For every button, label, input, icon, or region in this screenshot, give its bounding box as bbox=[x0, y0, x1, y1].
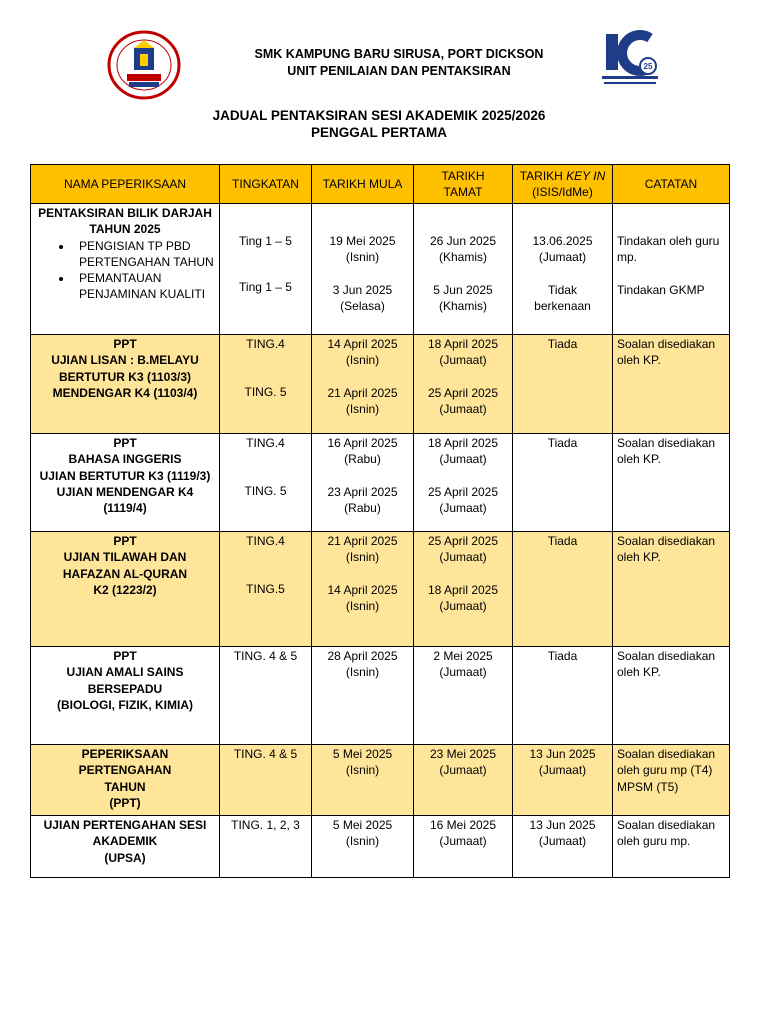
tingkatan-cell: TING.4 TING. 5 bbox=[220, 434, 312, 532]
exam-name: PENTAKSIRAN BILIK DARJAH TAHUN 2025 • PENGISIAN TP PBD PERTENGAHAN TAHUN • PEMANTAUAN PENJAMINAN KUALITI bbox=[31, 204, 220, 335]
exam-name: UJIAN PERTENGAHAN SESI AKADEMIK (UPSA) bbox=[31, 816, 220, 878]
exam-name: PPT BAHASA INGGERIS UJIAN BERTUTUR K3 (1119/3) UJIAN MENDENGAR K4 (1119/4) bbox=[31, 434, 220, 532]
end-date-cell: 23 Mei 2025 (Jumaat) bbox=[414, 745, 513, 816]
unit-name: UNIT PENILAIAN DAN PENTAKSIRAN bbox=[287, 64, 511, 78]
table-header-row bbox=[31, 165, 730, 204]
key-in-cell: Tiada bbox=[513, 532, 613, 647]
key-in-cell: 13.06.2025 (Jumaat) Tidak berkenaan bbox=[513, 204, 613, 335]
tingkatan-cell: TING. 1, 2, 3 bbox=[220, 816, 312, 878]
notes-cell: Soalan disediakan oleh KP. bbox=[613, 434, 730, 532]
title-line-1: JADUAL PENTAKSIRAN SESI AKADEMIK 2025/2026 bbox=[212, 108, 546, 123]
table-row bbox=[31, 647, 730, 745]
tingkatan-cell: TING.4 TING.5 bbox=[220, 532, 312, 647]
end-date-cell: 25 April 2025 (Jumaat) 18 April 2025 (Jumaat) bbox=[414, 532, 513, 647]
start-date-cell: 16 April 2025 (Rabu) 23 April 2025 (Rabu) bbox=[312, 434, 414, 532]
table-row bbox=[31, 434, 730, 532]
notes-cell: Tindakan oleh guru mp. Tindakan GKMP bbox=[613, 204, 730, 335]
header-nama: NAMA PEPERIKSAAN bbox=[31, 165, 220, 204]
end-date-cell: 26 Jun 2025 (Khamis) 5 Jun 2025 (Khamis) bbox=[414, 204, 513, 335]
table-row bbox=[31, 816, 730, 878]
start-date-cell: 5 Mei 2025 (Isnin) bbox=[312, 816, 414, 878]
title-line-2: PENGGAL PERTAMA bbox=[310, 125, 447, 140]
tingkatan-cell: TING. 4 & 5 bbox=[220, 745, 312, 816]
key-in-cell: Tiada bbox=[513, 647, 613, 745]
key-in-cell: Tiada bbox=[513, 434, 613, 532]
svg-text:25: 25 bbox=[643, 62, 653, 71]
notes-cell: Soalan disediakan oleh KP. bbox=[613, 532, 730, 647]
exam-name: PPT UJIAN TILAWAH DAN HAFAZAN AL-QURAN K2 (1223/2) bbox=[31, 532, 220, 647]
key-in-cell: 13 Jun 2025 (Jumaat) bbox=[513, 816, 613, 878]
end-date-cell: 2 Mei 2025 (Jumaat) bbox=[414, 647, 513, 745]
table-row bbox=[31, 745, 730, 816]
end-date-cell: 16 Mei 2025 (Jumaat) bbox=[414, 816, 513, 878]
table-row bbox=[31, 204, 730, 335]
end-date-cell: 18 April 2025 (Jumaat) 25 April 2025 (Jumaat) bbox=[414, 335, 513, 434]
ministry-25-logo bbox=[600, 30, 660, 90]
notes-cell: Soalan disediakan oleh KP. bbox=[613, 335, 730, 434]
table-row bbox=[31, 532, 730, 647]
end-date-cell: 18 April 2025 (Jumaat) 25 April 2025 (Jumaat) bbox=[414, 434, 513, 532]
exam-subitems bbox=[35, 238, 215, 303]
exam-name: PPT UJIAN LISAN : B.MELAYU BERTUTUR K3 (1103/3) MENDENGAR K4 (1103/4) bbox=[31, 335, 220, 434]
notes-cell: Soalan disediakan oleh KP. bbox=[613, 647, 730, 745]
header-tarikh-mula: TARIKH MULA bbox=[312, 165, 414, 204]
start-date-cell: 21 April 2025 (Isnin) 14 April 2025 (Isnin) bbox=[312, 532, 414, 647]
key-in-cell: 13 Jun 2025 (Jumaat) bbox=[513, 745, 613, 816]
list-item: • PEMANTAUAN PENJAMINAN KUALITI bbox=[73, 270, 215, 303]
notes-cell: Soalan disediakan oleh guru mp (T4) MPSM (T5) bbox=[613, 745, 730, 816]
start-date-cell: 5 Mei 2025 (Isnin) bbox=[312, 745, 414, 816]
header-catatan: CATATAN bbox=[613, 165, 730, 204]
header-tarikh-key-in: TARIKH KEY IN (ISIS/IdMe) bbox=[513, 165, 613, 204]
school-header bbox=[200, 46, 598, 80]
table-row bbox=[31, 335, 730, 434]
notes-cell: Soalan disediakan oleh guru mp. bbox=[613, 816, 730, 878]
header-tingkatan: TINGKATAN bbox=[220, 165, 312, 204]
header-tarikh-tamat: TARIKH TAMAT bbox=[414, 165, 513, 204]
tingkatan-cell: TING.4 TING. 5 bbox=[220, 335, 312, 434]
document-title bbox=[160, 107, 598, 141]
start-date-cell: 19 Mei 2025 (Isnin) 3 Jun 2025 (Selasa) bbox=[312, 204, 414, 335]
start-date-cell: 28 April 2025 (Isnin) bbox=[312, 647, 414, 745]
tingkatan-cell: Ting 1 – 5 Ting 1 – 5 bbox=[220, 204, 312, 335]
list-item: • PENGISIAN TP PBD PERTENGAHAN TAHUN bbox=[73, 238, 215, 271]
key-in-cell: Tiada bbox=[513, 335, 613, 434]
assessment-schedule-table bbox=[30, 164, 730, 878]
tingkatan-cell: TING. 4 & 5 bbox=[220, 647, 312, 745]
school-crest-logo bbox=[107, 30, 181, 100]
school-name: SMK KAMPUNG BARU SIRUSA, PORT DICKSON bbox=[254, 47, 544, 61]
exam-name: PPT UJIAN AMALI SAINS BERSEPADU (BIOLOGI, FIZIK, KIMIA) bbox=[31, 647, 220, 745]
start-date-cell: 14 April 2025 (Isnin) 21 April 2025 (Isnin) bbox=[312, 335, 414, 434]
exam-name: PEPERIKSAAN PERTENGAHAN TAHUN (PPT) bbox=[31, 745, 220, 816]
